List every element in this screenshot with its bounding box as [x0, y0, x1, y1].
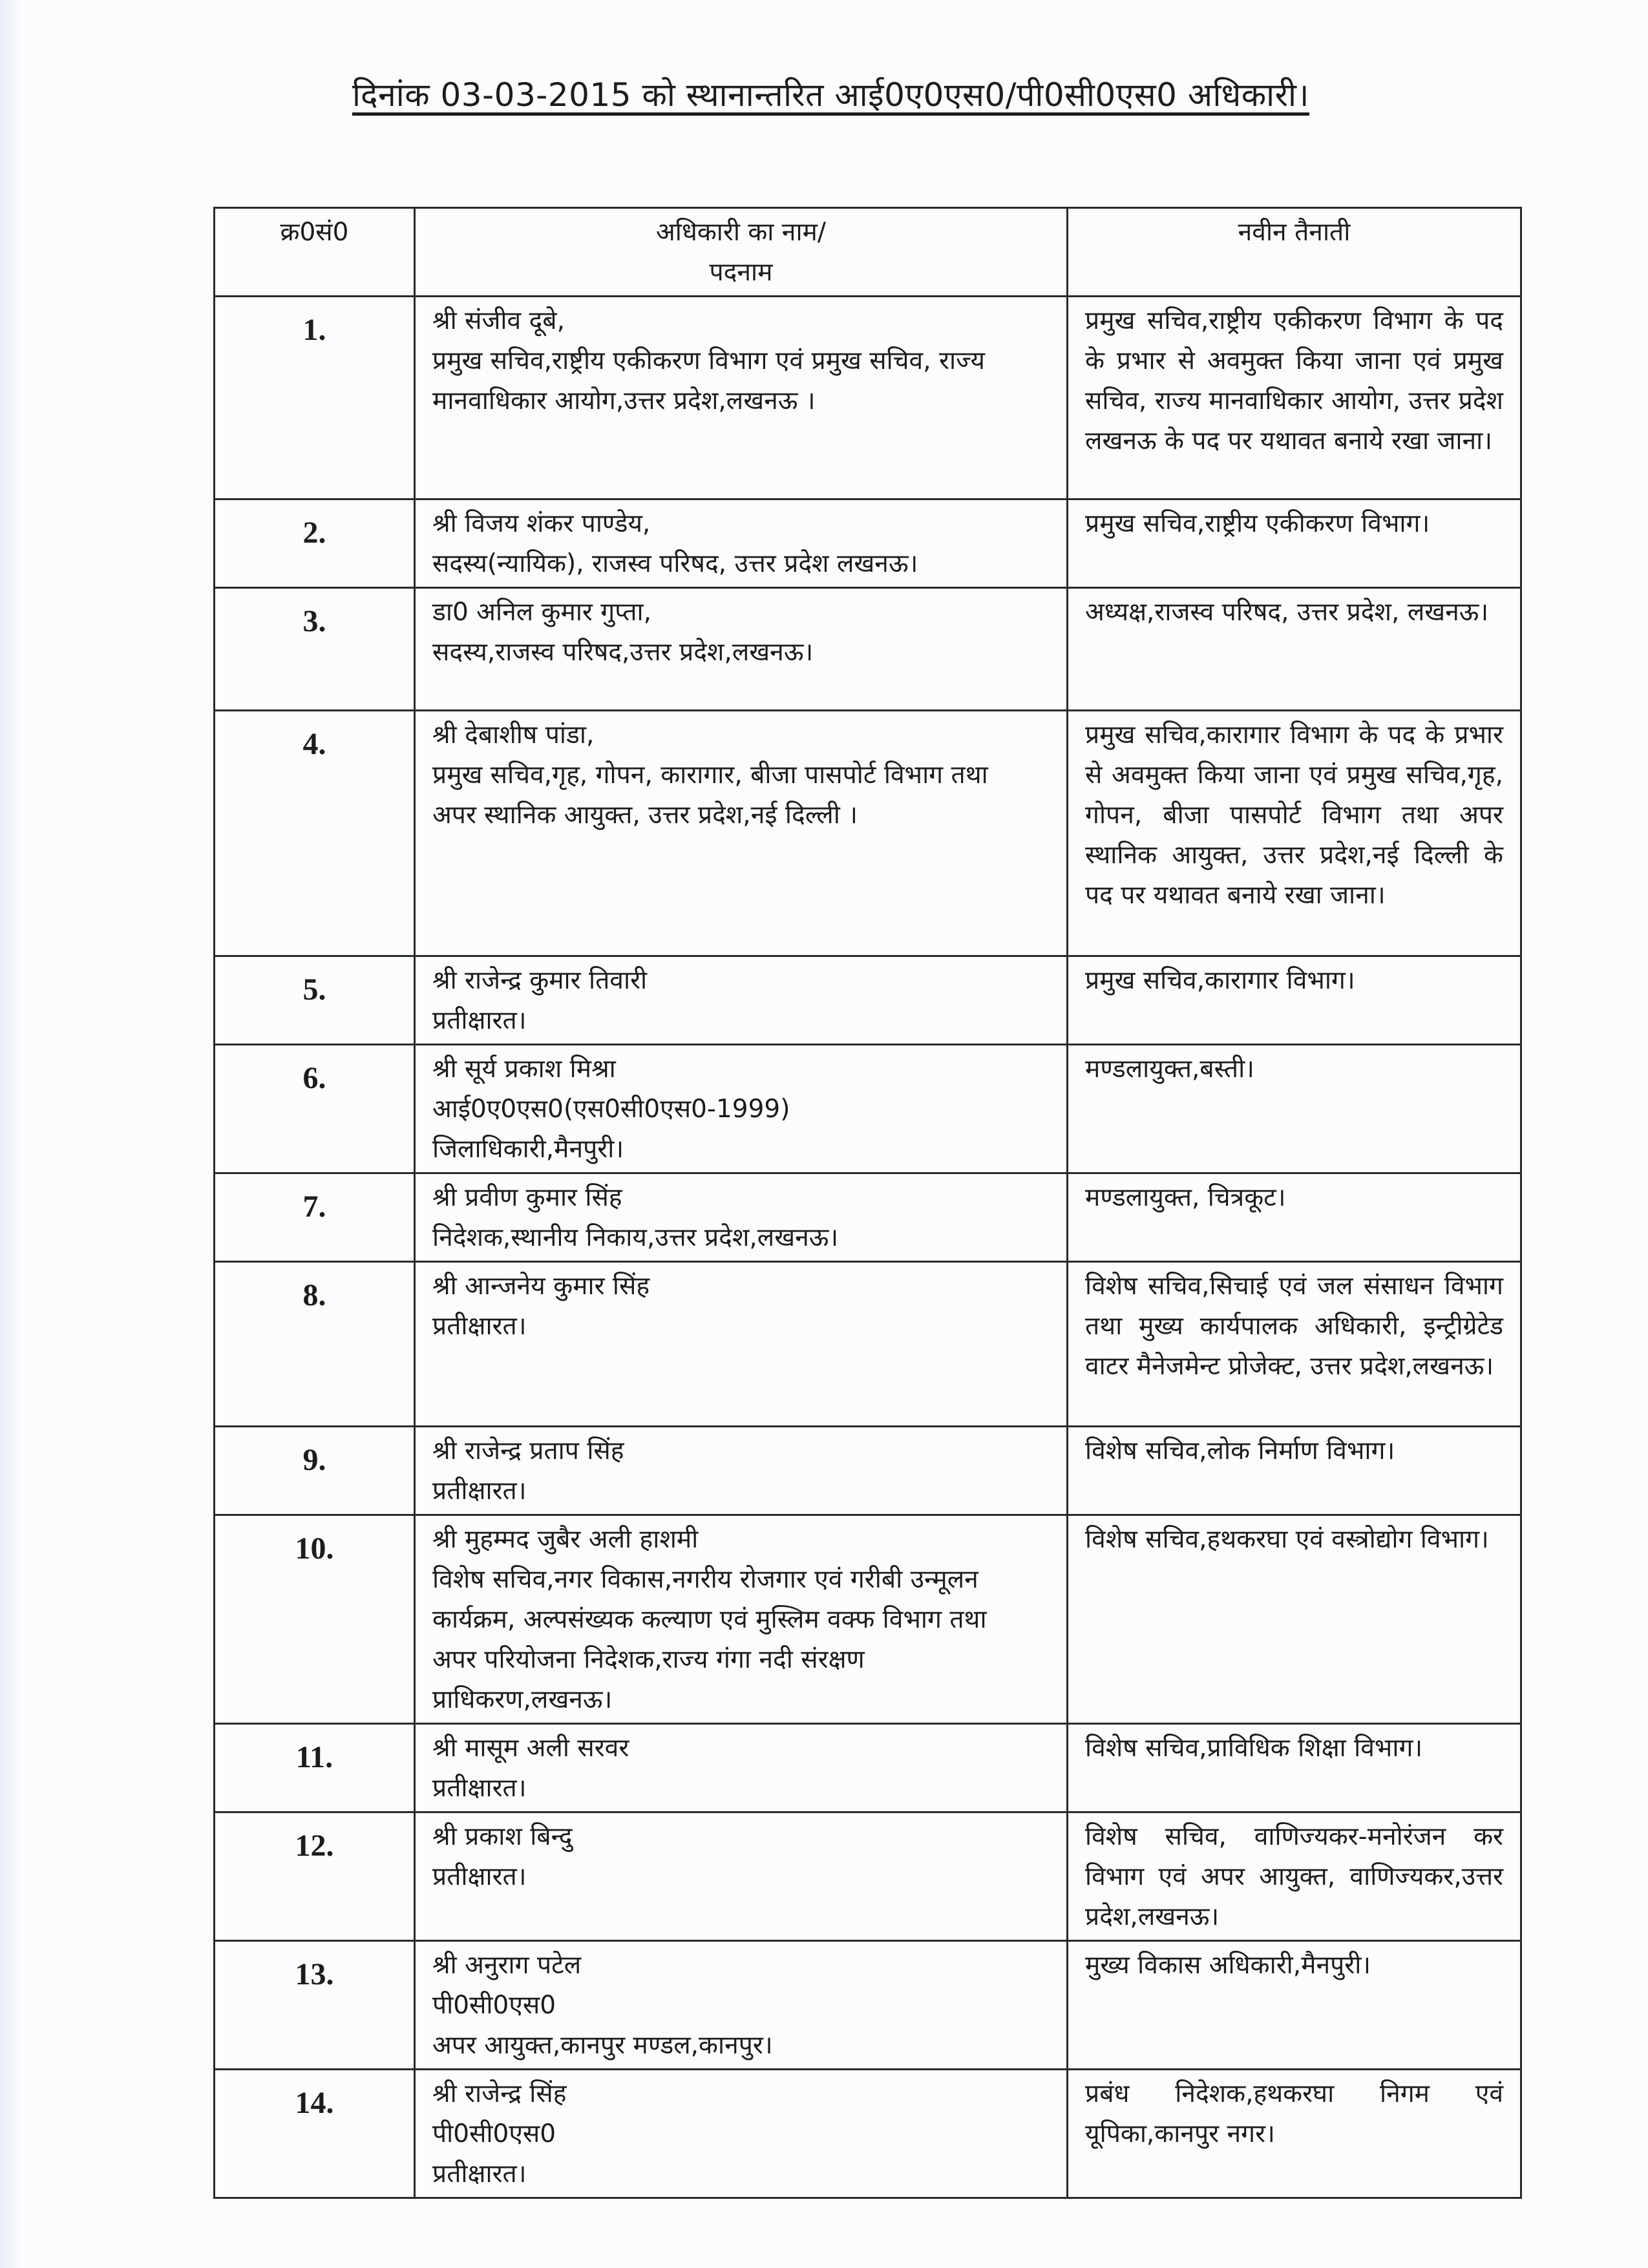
new-posting-text: विशेष सचिव, वाणिज्यकर-मनोरंजन कर विभाग एवं अपर आयुक्त, वाणिज्यकर,उत्तर प्रदेश,लखनऊ।	[1085, 1822, 1503, 1931]
new-posting-text: प्रमुख सचिव,कारागार विभाग।	[1085, 966, 1355, 995]
table-row	[215, 1173, 1521, 1262]
officer-name: श्री राजेन्द्र प्रताप सिंह	[432, 1436, 624, 1465]
officer-name: श्री मासूम अली सरवर	[432, 1734, 629, 1763]
officer-name: श्री राजेन्द्र कुमार तिवारी	[432, 966, 648, 995]
serial-number: 7.	[215, 1173, 415, 1262]
new-posting-text: विशेष सचिव,प्राविधिक शिक्षा विभाग।	[1085, 1734, 1423, 1763]
table-row	[215, 1045, 1521, 1173]
new-posting	[1068, 1427, 1521, 1515]
officer-designation-line: अपर आयुक्त,कानपुर मण्डल,कानपुर।	[432, 2031, 773, 2060]
table-header-row	[215, 208, 1521, 297]
table-row	[215, 1427, 1521, 1515]
officer-designation-line: प्रतीक्षारत।	[432, 1312, 527, 1341]
new-posting	[1068, 1812, 1521, 1941]
officer-name-designation	[415, 499, 1068, 588]
officer-designation-line: सदस्य(न्यायिक), राजस्व परिषद, उत्तर प्रदेश लखनऊ।	[432, 549, 918, 578]
officer-designation-line: पी0सी0एस0	[432, 1991, 556, 2020]
officer-designation-line: प्रतीक्षारत।	[432, 1476, 527, 1506]
new-posting	[1068, 1173, 1521, 1262]
officer-designation-line: प्रतीक्षारत।	[432, 1774, 527, 1803]
table-row	[215, 297, 1521, 499]
new-posting-text: मुख्य विकास अधिकारी,मैनपुरी।	[1085, 1951, 1371, 1980]
officer-name-designation	[415, 1724, 1068, 1812]
officer-designation-line: जिलाधिकारी,मैनपुरी।	[432, 1135, 624, 1164]
officer-name-designation	[415, 956, 1068, 1045]
serial-number: 4.	[215, 711, 415, 956]
header-serial: क्र0सं0	[215, 208, 415, 297]
new-posting-text: मण्डलायुक्त, चित्रकूट।	[1085, 1183, 1286, 1212]
header-officer-name-line2: पदनाम	[709, 258, 773, 287]
new-posting	[1068, 297, 1521, 499]
officer-name: श्री अनुराग पटेल	[432, 1951, 582, 1980]
new-posting-text: अध्यक्ष,राजस्व परिषद, उत्तर प्रदेश, लखनऊ।	[1085, 598, 1489, 627]
new-posting-text: मण्डलायुक्त,बस्ती।	[1085, 1055, 1254, 1084]
officer-designation-line: निदेशक,स्थानीय निकाय,उत्तर प्रदेश,लखनऊ।	[432, 1223, 839, 1252]
officer-designation-line: प्रतीक्षारत।	[432, 1006, 527, 1035]
officer-name-designation	[415, 1045, 1068, 1173]
officer-designation-line: मानवाधिकार आयोग,उत्तर प्रदेश,लखनऊ ।	[432, 386, 816, 415]
serial-number: 1.	[215, 297, 415, 499]
table-row	[215, 1262, 1521, 1427]
officer-name-designation	[415, 588, 1068, 711]
officer-designation-line: आई0ए0एस0(एस0सी0एस0-1999)	[432, 1095, 790, 1124]
transfer-table	[213, 207, 1522, 2199]
new-posting	[1068, 1941, 1521, 2070]
officer-name: श्री विजय शंकर पाण्डेय,	[432, 509, 651, 538]
officer-name: श्री प्रकाश बिन्दु	[432, 1822, 573, 1851]
officer-designation-line: पी0सी0एस0	[432, 2119, 556, 2148]
serial-number: 2.	[215, 499, 415, 588]
page-edge-shadow	[0, 0, 22, 2268]
officer-designation-line: अपर स्थानिक आयुक्त, उत्तर प्रदेश,नई दिल्ली ।	[432, 801, 858, 830]
new-posting-text: प्रमुख सचिव,राष्ट्रीय एकीकरण विभाग के पद के प्रभार से अवमुक्त किया जाना एवं प्रमुख सचिव, राज्य मानवाधिकार आयोग, उत्तर प्रदेश लखनऊ के पद पर यथावत बनाये रखा जाना।	[1085, 306, 1503, 456]
table-row	[215, 711, 1521, 956]
officer-designation-line: अपर परियोजना निदेशक,राज्य गंगा नदी संरक्षण	[432, 1645, 865, 1674]
table-row	[215, 1724, 1521, 1812]
serial-number: 13.	[215, 1941, 415, 2070]
officer-designation-line: प्रमुख सचिव,गृह, गोपन, कारागार, बीजा पासपोर्ट विभाग तथा	[432, 761, 988, 790]
serial-number: 3.	[215, 588, 415, 711]
officer-designation-line: विशेष सचिव,नगर विकास,नगरीय रोजगार एवं गरीबी उन्मूलन	[432, 1565, 978, 1594]
officer-name: श्री सूर्य प्रकाश मिश्रा	[432, 1055, 616, 1084]
serial-number: 5.	[215, 956, 415, 1045]
new-posting-text: विशेष सचिव,सिचाई एवं जल संसाधन विभाग तथा मुख्य कार्यपालक अधिकारी, इन्ट्रीग्रेटेड वाटर मैनेजमेन्ट प्रोजेक्ट, उत्तर प्रदेश,लखनऊ।	[1085, 1272, 1503, 1381]
new-posting	[1068, 499, 1521, 588]
serial-number: 11.	[215, 1724, 415, 1812]
header-officer-name	[415, 208, 1068, 297]
new-posting-text: प्रमुख सचिव,राष्ट्रीय एकीकरण विभाग।	[1085, 509, 1430, 538]
serial-number: 8.	[215, 1262, 415, 1427]
new-posting	[1068, 588, 1521, 711]
header-new-posting: नवीन तैनाती	[1068, 208, 1521, 297]
officer-name-designation	[415, 2070, 1068, 2198]
officer-name-designation	[415, 1515, 1068, 1724]
officer-name: डा0 अनिल कुमार गुप्ता,	[432, 598, 651, 627]
officer-designation-line: सदस्य,राजस्व परिषद,उत्तर प्रदेश,लखनऊ।	[432, 638, 814, 667]
new-posting	[1068, 1045, 1521, 1173]
officer-designation-line: कार्यक्रम, अल्पसंख्यक कल्याण एवं मुस्लिम वक्फ विभाग तथा	[432, 1605, 987, 1634]
officer-name-designation	[415, 297, 1068, 499]
officer-designation-line: प्रमुख सचिव,राष्ट्रीय एकीकरण विभाग एवं प्रमुख सचिव, राज्य	[432, 346, 985, 375]
officer-name-designation	[415, 1812, 1068, 1941]
new-posting	[1068, 1724, 1521, 1812]
new-posting	[1068, 1262, 1521, 1427]
new-posting-text: विशेष सचिव,हथकरघा एवं वस्त्रोद्योग विभाग।	[1085, 1525, 1489, 1554]
officer-name: श्री राजेन्द्र सिंह	[432, 2079, 567, 2108]
new-posting	[1068, 1515, 1521, 1724]
new-posting-text: प्रमुख सचिव,कारागार विभाग के पद के प्रभार से अवमुक्त किया जाना एवं प्रमुख सचिव,गृह, गोपन, बीजा पासपोर्ट विभाग तथा अपर स्थानिक आयुक्त, उत्तर प्रदेश,नई दिल्ली के पद पर यथावत बनाये रखा जाना।	[1085, 720, 1503, 910]
officer-name: श्री संजीव दूबे,	[432, 306, 565, 335]
officer-name-designation	[415, 1262, 1068, 1427]
table-row	[215, 1941, 1521, 2070]
serial-number: 12.	[215, 1812, 415, 1941]
new-posting-text: विशेष सचिव,लोक निर्माण विभाग।	[1085, 1436, 1395, 1465]
table-row	[215, 588, 1521, 711]
serial-number: 14.	[215, 2070, 415, 2198]
officer-designation-line: प्रतीक्षारत।	[432, 1862, 527, 1891]
officer-designation-line: प्राधिकरण,लखनऊ।	[432, 1685, 613, 1714]
table-row	[215, 1515, 1521, 1724]
serial-number: 10.	[215, 1515, 415, 1724]
officer-name-designation	[415, 1941, 1068, 2070]
serial-number: 6.	[215, 1045, 415, 1173]
table-row	[215, 1812, 1521, 1941]
new-posting	[1068, 711, 1521, 956]
officer-name: श्री प्रवीण कुमार सिंह	[432, 1183, 622, 1212]
officer-name-designation	[415, 711, 1068, 956]
officer-name: श्री देबाशीष पांडा,	[432, 720, 595, 750]
officer-name: श्री मुहम्मद जुबैर अली हाशमी	[432, 1525, 699, 1554]
new-posting	[1068, 956, 1521, 1045]
officer-designation-line: प्रतीक्षारत।	[432, 2159, 527, 2189]
header-officer-name-line1: अधिकारी का नाम/	[655, 218, 827, 247]
officer-name-designation	[415, 1173, 1068, 1262]
table-row	[215, 499, 1521, 588]
serial-number: 9.	[215, 1427, 415, 1515]
officer-name-designation	[415, 1427, 1068, 1515]
page-title: दिनांक 03-03-2015 को स्थानान्तरित आई0ए0एस0/पी0सी0एस0 अधिकारी।	[352, 76, 1309, 114]
officer-name: श्री आन्जनेय कुमार सिंह	[432, 1272, 650, 1301]
new-posting	[1068, 2070, 1521, 2198]
new-posting-text: प्रबंध निदेशक,हथकरघा निगम एवं यूपिका,कानपुर नगर।	[1085, 2079, 1503, 2148]
table-row	[215, 2070, 1521, 2198]
table-row	[215, 956, 1521, 1045]
